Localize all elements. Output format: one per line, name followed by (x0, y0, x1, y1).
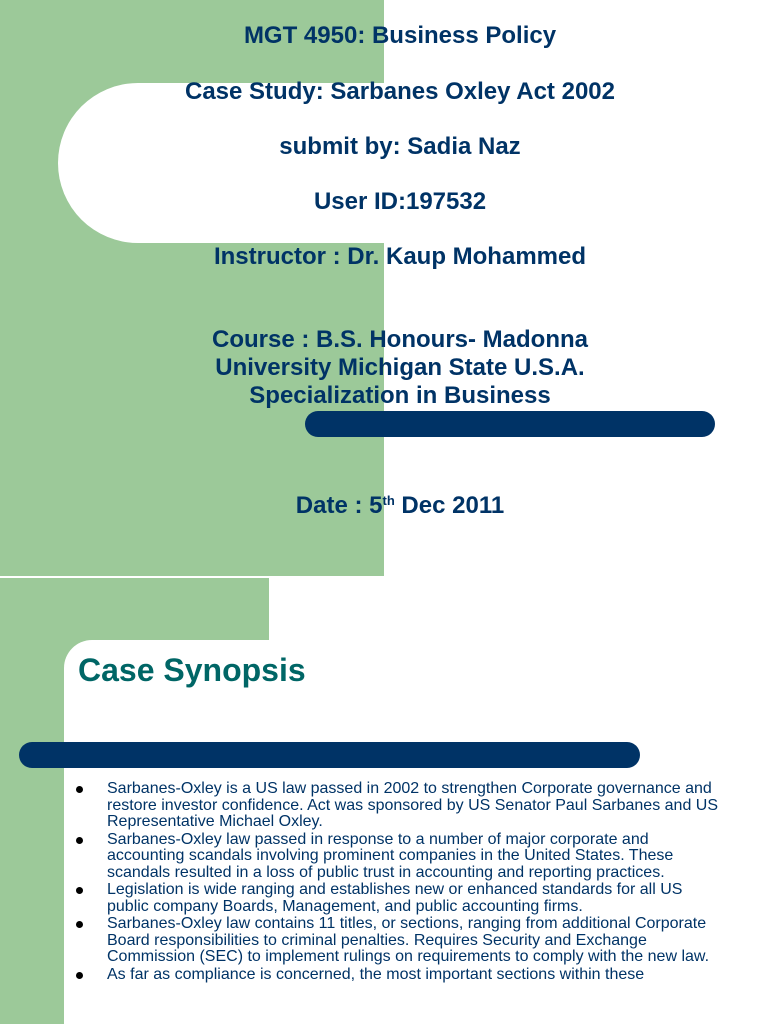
bullet-item (76, 781, 726, 831)
submitted-by: submit by: Sadia Naz (279, 133, 521, 160)
date-suffix: Dec 2011 (394, 492, 505, 519)
bullet-dot-icon (76, 837, 83, 844)
navy-bar (305, 411, 715, 437)
instructor: Instructor : Dr. Kaup Mohammed (213, 243, 587, 270)
synopsis-title: Case Synopsis (78, 652, 306, 688)
bullet-item (76, 916, 726, 966)
user-id: User ID:197532 (313, 188, 487, 215)
bullet-dot-icon (76, 921, 83, 928)
navy-bar (19, 742, 640, 768)
bullet-item (76, 882, 726, 915)
course-code: MGT 4950: Business Policy (243, 22, 557, 49)
course-info (0, 326, 768, 410)
synopsis-slide (0, 578, 768, 1024)
bullet-item (76, 832, 726, 882)
course-line: Course : B.S. Honours- Madonna (211, 326, 588, 353)
bullet-text: As far as compliance is concerned, the most important sections within these (107, 965, 645, 983)
course-line: Specialization in Business (249, 382, 551, 409)
date-superscript: th (382, 493, 395, 508)
bullet-item (76, 967, 726, 984)
bullet-text: Sarbanes-Oxley law passed in response to a number of major corporate and accounting scandals involving prominent companies in the United States. These scandals resulted in a loss of public trust in accounting and reporting practices. (107, 830, 674, 881)
case-study-title: Case Study: Sarbanes Oxley Act 2002 (185, 78, 615, 105)
bullet-text: Sarbanes-Oxley is a US law passed in 2002 to strengthen Corporate governance and restore investor confidence. Act was sponsored by US Senator Paul Sarbanes and US Representative Michael Oxley. (107, 780, 719, 830)
bullet-text: Sarbanes-Oxley law contains 11 titles, or sections, ranging from additional Corporate Board responsibilities to criminal penalties. Requires Security and Exchange Commission (SEC) to implement rulings on requirements to comply with the new law. (107, 915, 710, 965)
bullet-dot-icon (76, 786, 83, 793)
date-prefix: Date : 5 (295, 492, 383, 519)
bullet-text: Legislation is wide ranging and establishes new or enhanced standards for all US public company Boards, Management, and public accounting firms. (107, 881, 683, 915)
synopsis-bullets (76, 781, 726, 984)
bullet-dot-icon (76, 972, 83, 979)
course-line: University Michigan State U.S.A. (215, 354, 585, 381)
white-rounded-shape (58, 83, 478, 243)
bullet-dot-icon (76, 887, 83, 894)
date (0, 492, 768, 520)
